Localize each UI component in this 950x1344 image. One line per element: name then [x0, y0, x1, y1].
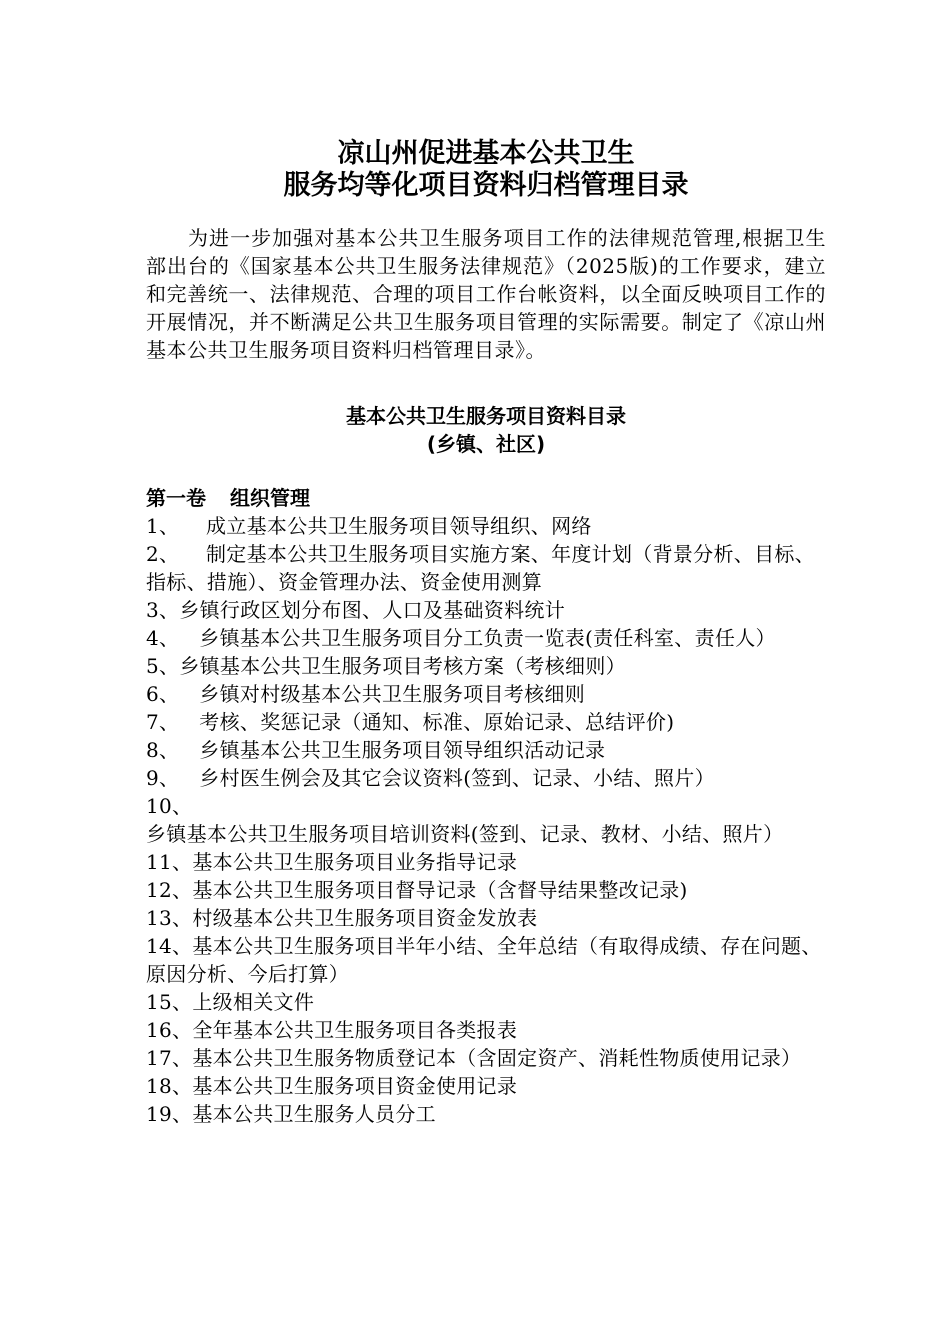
list-item-number: 9、: [146, 766, 200, 790]
list-item-number: 8、: [146, 738, 200, 762]
list-item-text: 村级基本公共卫生服务项目资金发放表: [192, 906, 538, 930]
list-item-text: 乡镇行政区划分布图、人口及基础资料统计: [179, 598, 566, 622]
list-item-text: 基本公共卫生服务人员分工: [192, 1102, 436, 1126]
list-item-number: 12、: [146, 878, 193, 902]
list-item-number: 7、: [146, 710, 200, 734]
list-item: [146, 764, 826, 792]
list-item-text: 上级相关文件: [192, 990, 315, 1014]
list-item: [146, 680, 826, 708]
document-title: [146, 138, 826, 202]
intro-paragraph: 为进一步加强对基本公共卫生服务项目工作的法律规范管理,根据卫生部出台的《国家基本公共卫生服务法律规范》（2025版)的工作要求，建立和完善统一、法律规范、合理的项目工作台帐资料，以全面反映项目工作的开展情况，并不断满足公共卫生服务项目管理的实际需要。制定了《凉山州基本公共卫生服务项目资料归档管理目录》。: [146, 226, 826, 362]
list-item-text: 乡镇基本公共卫生服务项目考核方案（考核细则）: [179, 654, 626, 678]
list-item-text: 考核、奖惩记录（通知、标准、原始记录、总结评价): [199, 710, 675, 734]
list-item: [146, 1044, 826, 1072]
list-item-number: 15、: [146, 990, 193, 1014]
list-item: [146, 876, 826, 904]
list-item-text: 全年基本公共卫生服务项目各类报表: [192, 1018, 518, 1042]
list-item: [146, 512, 826, 540]
list-item-number: 13、: [146, 906, 193, 930]
list-item-text: 基本公共卫生服务物质登记本（含固定资产、消耗性物质使用记录）: [192, 1046, 802, 1070]
subtitle-line-2: (乡镇、社区): [426, 432, 546, 456]
list-item: [146, 848, 826, 876]
list-item-text: 基本公共卫生服务项目资金使用记录: [192, 1074, 518, 1098]
list-item-number: 17、: [146, 1046, 193, 1070]
list-item-text: 乡镇基本公共卫生服务项目分工负责一览表(责任科室、责任人）: [199, 626, 776, 650]
list-item-number: 1、: [146, 514, 206, 538]
list-item-number: 18、: [146, 1074, 193, 1098]
list-item-text: 乡村医生例会及其它会议资料(签到、记录、小结、照片）: [199, 766, 715, 790]
list-item: [146, 1016, 826, 1044]
list-item: [146, 540, 826, 596]
catalog-item-list: [146, 512, 826, 1128]
list-item: [146, 1100, 826, 1128]
list-item-text: 乡镇基本公共卫生服务项目培训资料(签到、记录、教材、小结、照片）: [146, 822, 784, 846]
section-heading: [146, 484, 826, 512]
volume-label: 第一卷: [146, 486, 206, 510]
list-item-text: 基本公共卫生服务项目督导记录（含督导结果整改记录): [192, 878, 688, 902]
list-item: [146, 988, 826, 1016]
title-line-2: 服务均等化项目资料归档管理目录: [283, 170, 689, 201]
list-item-number: 2、: [146, 542, 206, 566]
list-item-text: 基本公共卫生服务项目业务指导记录: [192, 850, 518, 874]
list-item-number: 16、: [146, 1018, 193, 1042]
list-item: [146, 1072, 826, 1100]
list-item: [146, 708, 826, 736]
list-item-text: 制定基本公共卫生服务项目实施方案、年度计划（背景分析、目标、指标、措施）、资金管理办法、资金使用测算: [146, 542, 815, 594]
list-item-number: 19、: [146, 1102, 193, 1126]
list-item-text: 成立基本公共卫生服务项目领导组织、网络: [205, 514, 592, 538]
list-item-text: 基本公共卫生服务项目半年小结、全年总结（有取得成绩、存在问题、原因分析、今后打算）: [146, 934, 822, 986]
list-item-number: 6、: [146, 682, 200, 706]
list-item-number: 4、: [146, 626, 200, 650]
list-item-number: 10、: [146, 794, 193, 818]
list-item: [146, 652, 826, 680]
list-item: [146, 904, 826, 932]
list-item: [146, 792, 826, 848]
list-item: [146, 932, 826, 988]
list-item: [146, 596, 826, 624]
list-item-text: 乡镇基本公共卫生服务项目领导组织活动记录: [199, 738, 606, 762]
list-item: [146, 624, 826, 652]
list-item-number: 5、: [146, 654, 180, 678]
list-item-text: 乡镇对村级基本公共卫生服务项目考核细则: [199, 682, 585, 706]
list-item-number: 11、: [146, 850, 193, 874]
document-content: [146, 138, 826, 1128]
title-line-1: 凉山州促进基本公共卫生: [337, 138, 635, 169]
list-item-number: 14、: [146, 934, 193, 958]
section-name: 组织管理: [230, 486, 310, 510]
list-item: [146, 736, 826, 764]
catalog-subtitle: [146, 402, 826, 458]
subtitle-line-1: 基本公共卫生服务项目资料目录: [346, 404, 626, 428]
list-item-number: 3、: [146, 598, 180, 622]
